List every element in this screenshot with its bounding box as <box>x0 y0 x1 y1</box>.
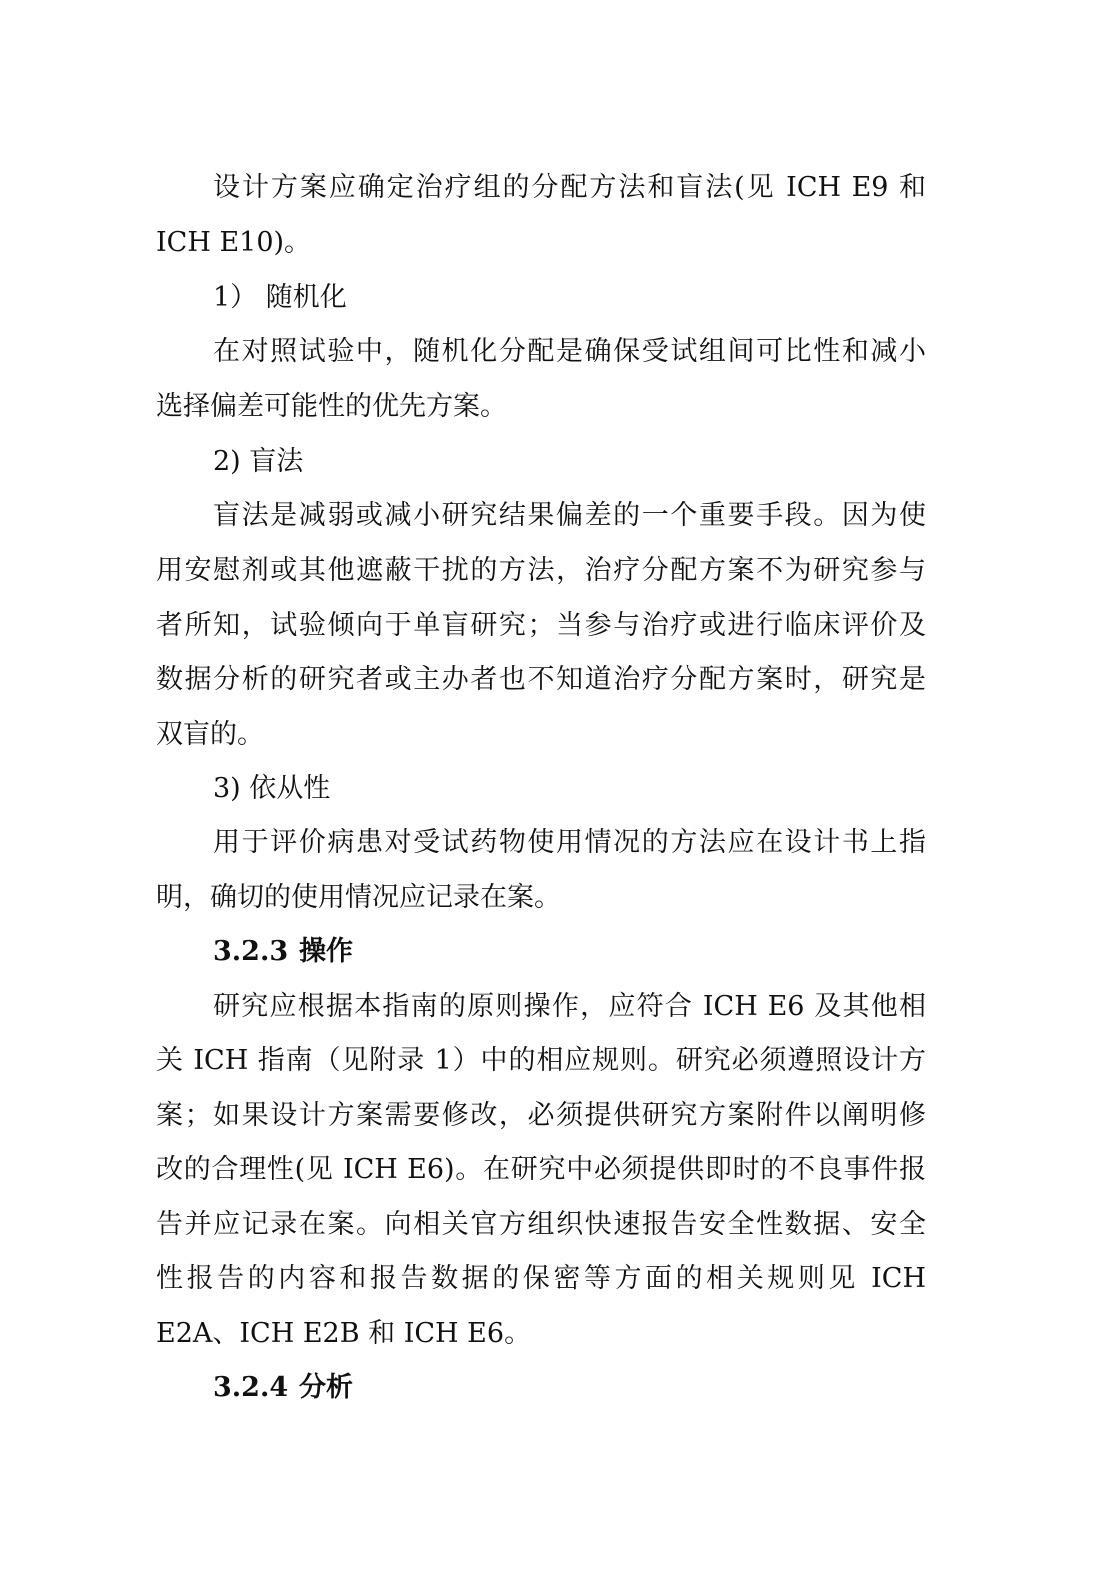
paragraph-line: 用于评价病患对受试药物使用情况的方法应在设计书上指 <box>213 827 926 858</box>
list-item-compliance: 3) 依从性 <box>213 773 331 804</box>
paragraph-line: 选择偏差可能性的优先方案。 <box>156 391 507 422</box>
paragraph-line: 数据分析的研究者或主办者也不知道治疗分配方案时，研究是 <box>156 664 926 695</box>
paragraph-line: 设计方案应确定治疗组的分配方法和盲法(见 ICH E9 和 <box>213 172 926 203</box>
section-heading-operation <box>213 932 353 972</box>
paragraph-line: 双盲的。 <box>156 719 264 750</box>
section-title: 操作 <box>299 936 353 967</box>
section-number: 3.2.4 <box>213 1372 289 1403</box>
paragraph-line: 关 ICH 指南（见附录 1）中的相应规则。研究必须遵照设计方 <box>156 1045 926 1076</box>
paragraph-line: 研究应根据本指南的原则操作，应符合 ICH E6 及其他相 <box>213 991 926 1022</box>
paragraph-line: 告并应记录在案。向相关官方组织快速报告安全性数据、安全 <box>156 1209 926 1240</box>
section-heading-analysis <box>213 1368 353 1408</box>
paragraph-line: 案；如果设计方案需要修改，必须提供研究方案附件以阐明修 <box>156 1100 926 1131</box>
paragraph-line: 明，确切的使用情况应记录在案。 <box>156 882 561 913</box>
section-number: 3.2.3 <box>213 936 289 967</box>
section-title: 分析 <box>299 1372 353 1403</box>
list-item-randomization: 1） 随机化 <box>213 282 347 313</box>
paragraph-line: ICH E10)。 <box>156 227 312 258</box>
paragraph-line: E2A、ICH E2B 和 ICH E6。 <box>156 1318 532 1349</box>
paragraph-line: 在对照试验中，随机化分配是确保受试组间可比性和减小 <box>213 336 926 367</box>
paragraph-line: 改的合理性(见 ICH E6)。在研究中必须提供即时的不良事件报 <box>156 1154 926 1185</box>
paragraph-line: 性报告的内容和报告数据的保密等方面的相关规则见 ICH <box>156 1263 926 1294</box>
list-item-blinding: 2) 盲法 <box>213 446 304 477</box>
paragraph-line: 者所知，试验倾向于单盲研究；当参与治疗或进行临床评价及 <box>156 610 926 641</box>
paragraph-line: 用安慰剂或其他遮蔽干扰的方法，治疗分配方案不为研究参与 <box>156 555 926 586</box>
paragraph-line: 盲法是减弱或减小研究结果偏差的一个重要手段。因为使 <box>213 500 926 531</box>
